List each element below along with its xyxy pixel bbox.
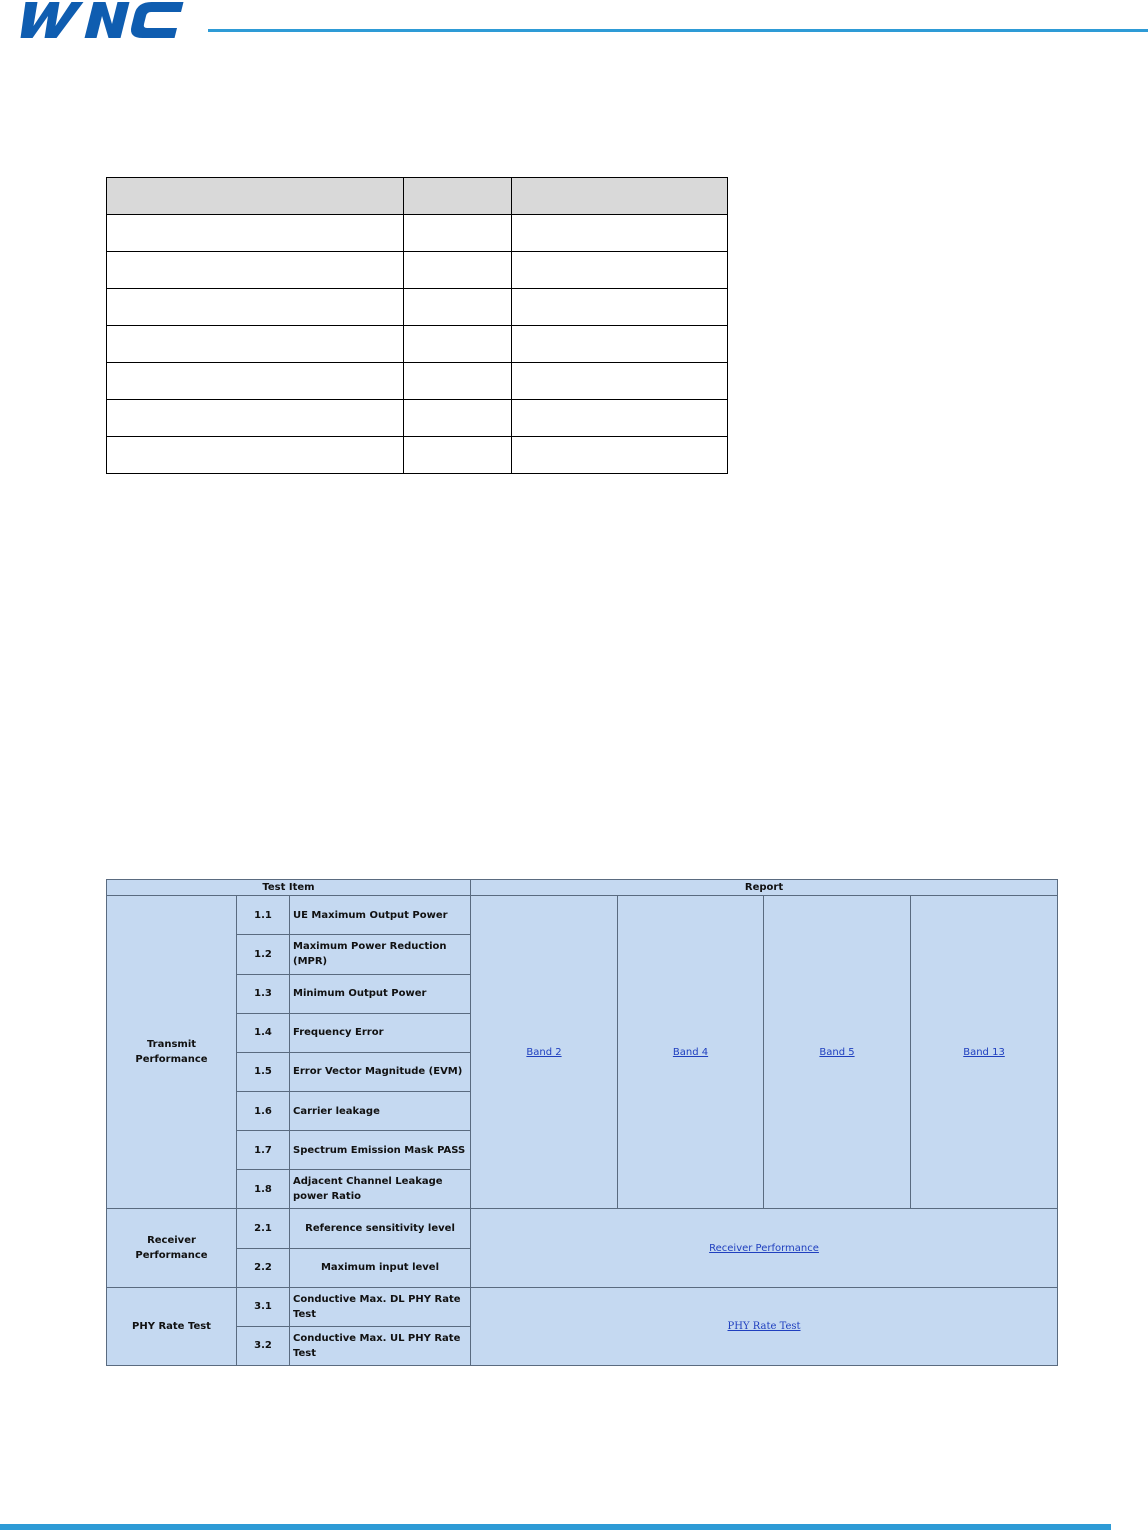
item-number: 3.1	[237, 1287, 290, 1326]
grid-row	[107, 363, 728, 400]
report-cell-band-4	[618, 896, 764, 1209]
receiver-category: Receiver Performance	[107, 1209, 237, 1287]
grid-row	[107, 215, 728, 252]
report-header: Report	[471, 880, 1058, 896]
grid-row	[107, 326, 728, 363]
item-number: 1.8	[237, 1170, 290, 1209]
test-report-table	[106, 879, 1058, 1366]
grid-header-row	[107, 178, 728, 215]
header-rule	[208, 29, 1148, 32]
band-5-link[interactable]: Band 5	[819, 1046, 855, 1058]
item-name: Frequency Error	[290, 1013, 471, 1052]
item-name: Maximum input level	[290, 1248, 471, 1287]
item-number: 1.7	[237, 1131, 290, 1170]
item-name: Reference sensitivity level	[290, 1209, 471, 1248]
table-row	[107, 896, 1058, 935]
item-number: 1.6	[237, 1091, 290, 1130]
item-number: 1.2	[237, 935, 290, 974]
item-number: 1.5	[237, 1052, 290, 1091]
wnc-logo	[14, 0, 192, 42]
report-cell-band-5	[764, 896, 911, 1209]
transmit-category: Transmit Performance	[107, 896, 237, 1209]
phy-rate-test-link[interactable]: PHY Rate Test	[727, 1320, 801, 1332]
item-number: 1.1	[237, 896, 290, 935]
grid-row	[107, 400, 728, 437]
grid-row	[107, 437, 728, 474]
item-name: Minimum Output Power	[290, 974, 471, 1013]
item-number: 2.1	[237, 1209, 290, 1248]
table-row	[107, 1287, 1058, 1326]
item-number: 1.4	[237, 1013, 290, 1052]
item-number: 3.2	[237, 1326, 290, 1365]
item-number: 1.3	[237, 974, 290, 1013]
phy-category: PHY Rate Test	[107, 1287, 237, 1365]
table-header-row	[107, 880, 1058, 896]
receiver-report-cell	[471, 1209, 1058, 1287]
grid-row	[107, 252, 728, 289]
test-item-header: Test Item	[107, 880, 471, 896]
band-13-link[interactable]: Band 13	[963, 1046, 1005, 1058]
table-row	[107, 1209, 1058, 1248]
item-name: Maximum Power Reduction (MPR)	[290, 935, 471, 974]
item-name: Adjacent Channel Leakage power Ratio	[290, 1170, 471, 1209]
phy-report-cell	[471, 1287, 1058, 1365]
footer-rule	[0, 1524, 1111, 1530]
band-4-link[interactable]: Band 4	[672, 1046, 709, 1058]
band-2-link[interactable]: Band 2	[526, 1046, 562, 1058]
item-name: Conductive Max. DL PHY Rate Test	[290, 1287, 471, 1326]
report-cell-band-2	[471, 896, 618, 1209]
receiver-performance-link[interactable]: Receiver Performance	[709, 1242, 819, 1254]
item-name: Spectrum Emission Mask PASS	[290, 1131, 471, 1170]
item-number: 2.2	[237, 1248, 290, 1287]
grid-row	[107, 289, 728, 326]
item-name: UE Maximum Output Power	[290, 896, 471, 935]
item-name: Error Vector Magnitude (EVM)	[290, 1052, 471, 1091]
item-name: Conductive Max. UL PHY Rate Test	[290, 1326, 471, 1365]
item-name: Carrier leakage	[290, 1091, 471, 1130]
empty-grid-table	[106, 177, 728, 474]
report-cell-band-13	[911, 896, 1058, 1209]
